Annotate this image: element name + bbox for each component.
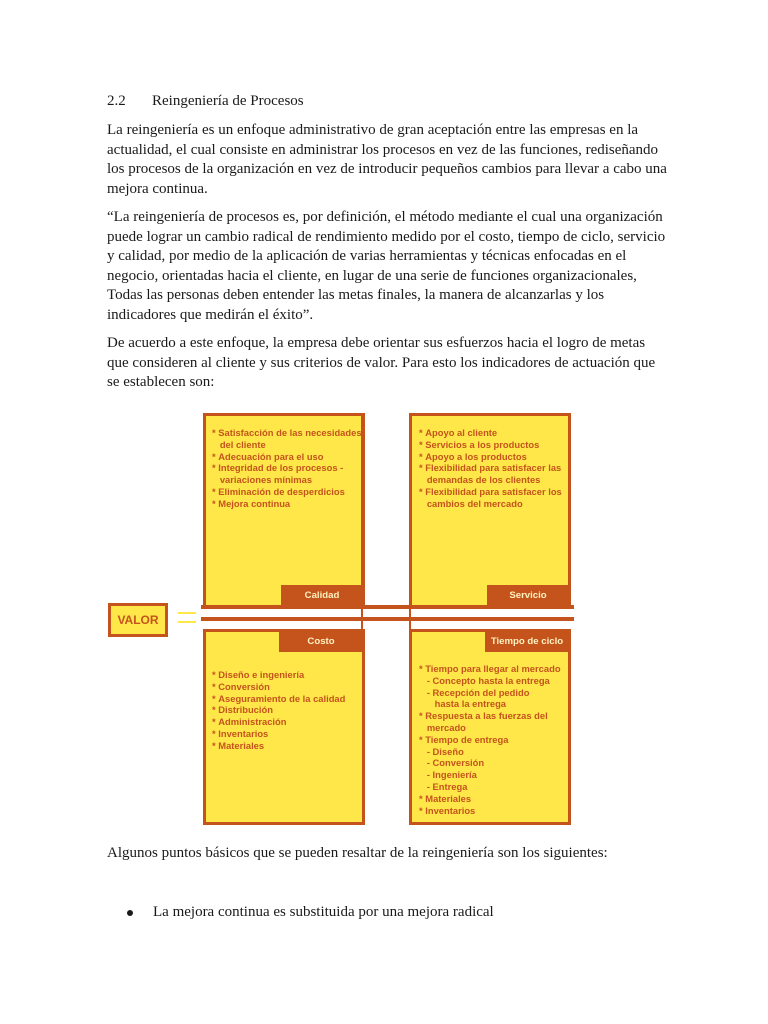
costo-items bbox=[212, 669, 345, 752]
list-item-text: La mejora continua es substituida por una mejora radical bbox=[153, 904, 494, 920]
box-item: * Mejora continua bbox=[212, 497, 291, 509]
section-number: 2.2 bbox=[107, 93, 126, 109]
box-item: * Aseguramiento de la calidad bbox=[212, 692, 346, 704]
horizontal-connector-top bbox=[201, 605, 574, 609]
box-item: - Recepción del pedido bbox=[419, 686, 530, 698]
bullet-icon bbox=[127, 910, 133, 916]
box-item: - Diseño bbox=[419, 745, 464, 757]
box-item: * Tiempo de entrega bbox=[419, 733, 509, 745]
box-item: hasta la entrega bbox=[419, 698, 507, 710]
section-title: Reingeniería de Procesos bbox=[152, 93, 304, 109]
box-item: * Flexibilidad para satisfacer los bbox=[419, 485, 562, 497]
valor-box: VALOR bbox=[108, 603, 168, 637]
box-item: - Entrega bbox=[419, 780, 468, 792]
tiempo-box bbox=[409, 629, 571, 825]
costo-box bbox=[203, 629, 365, 825]
servicio-label: Servicio bbox=[487, 585, 569, 606]
box-item: * Adecuación para el uso bbox=[212, 450, 324, 462]
box-item: - Concepto hasta la entrega bbox=[419, 674, 550, 686]
box-item: * Integridad de los procesos - bbox=[212, 462, 344, 474]
box-item: * Apoyo al cliente bbox=[419, 427, 498, 438]
tiempo-items bbox=[419, 663, 561, 816]
box-item: * Administración bbox=[212, 716, 287, 728]
box-item: * Apoyo a los productos bbox=[419, 450, 527, 462]
valor-connector-line-2 bbox=[178, 621, 196, 623]
box-item: mercado bbox=[419, 721, 466, 733]
box-item: - Conversión bbox=[419, 757, 485, 769]
bullet-list bbox=[127, 902, 494, 922]
box-item: * Respuesta a las fuerzas del bbox=[419, 710, 548, 722]
box-item: * Tiempo para llegar al mercado bbox=[419, 663, 561, 674]
section-heading bbox=[107, 91, 304, 111]
box-item: * Eliminación de desperdicios bbox=[212, 485, 345, 497]
box-item: * Inventarios bbox=[419, 804, 476, 816]
box-item: * Satisfacción de las necesidades bbox=[212, 427, 362, 438]
calidad-label: Calidad bbox=[281, 585, 363, 606]
list-item bbox=[127, 902, 494, 922]
box-item: * Diseño e ingeniería bbox=[212, 669, 305, 680]
box-item: * Materiales bbox=[419, 792, 472, 804]
intro-paragraph: La reingeniería es un enfoque administrativo de gran aceptación entre las empresas en la actualidad, el cual consiste en administrar los procesos en vez de las funciones, rediseñando los procesos de la organización en vez de introducir pequeños cambios para llevar a cabo una mejora continua. bbox=[107, 122, 667, 197]
box-item: * Servicios a los productos bbox=[419, 438, 540, 450]
quote-paragraph: “La reingeniería de procesos es, por definición, el método mediante el cual una organización puede lograr un cambio radical de rendimiento medido por el costo, tiempo de ciclo, servicio y calidad, por medio de la aplicación de varias herramientas y técnicas enfocadas en el negocio, orientadas hacia el cliente, en lugar de una serie de funciones organizacionales, Todas las personas deben entender las metas finales, la manera de alcanzarlas y los indicadores que medirán el éxito”. bbox=[107, 209, 666, 323]
tiempo-label: Tiempo de ciclo bbox=[485, 631, 569, 652]
box-item: * Flexibilidad para satisfacer las bbox=[419, 462, 562, 474]
box-item: * Inventarios bbox=[212, 727, 269, 739]
box-item: variaciones mínimas bbox=[212, 474, 313, 486]
horizontal-connector-bottom bbox=[201, 617, 574, 621]
servicio-items bbox=[419, 427, 562, 510]
box-item: * Materiales bbox=[212, 739, 265, 751]
box-item: del cliente bbox=[212, 438, 266, 450]
puntos-paragraph: Algunos puntos básicos que se pueden resaltar de la reingeniería son los siguientes: bbox=[107, 845, 608, 861]
valor-diagram bbox=[108, 410, 574, 828]
servicio-box bbox=[409, 413, 571, 608]
box-item: cambios del mercado bbox=[419, 497, 523, 509]
valor-connector-line-1 bbox=[178, 612, 196, 614]
calidad-items bbox=[212, 427, 362, 510]
costo-label: Costo bbox=[279, 631, 363, 652]
box-item: - Ingeniería bbox=[419, 769, 477, 781]
box-item: * Conversión bbox=[212, 680, 270, 692]
box-item: * Distribución bbox=[212, 704, 273, 716]
enfoque-paragraph: De acuerdo a este enfoque, la empresa debe orientar sus esfuerzos hacia el logro de metas que consideren al cliente y sus criterios de valor. Para esto los indicadores de actuación que se establecen son: bbox=[107, 335, 656, 390]
calidad-box bbox=[203, 413, 365, 608]
box-item: demandas de los clientes bbox=[419, 474, 541, 486]
